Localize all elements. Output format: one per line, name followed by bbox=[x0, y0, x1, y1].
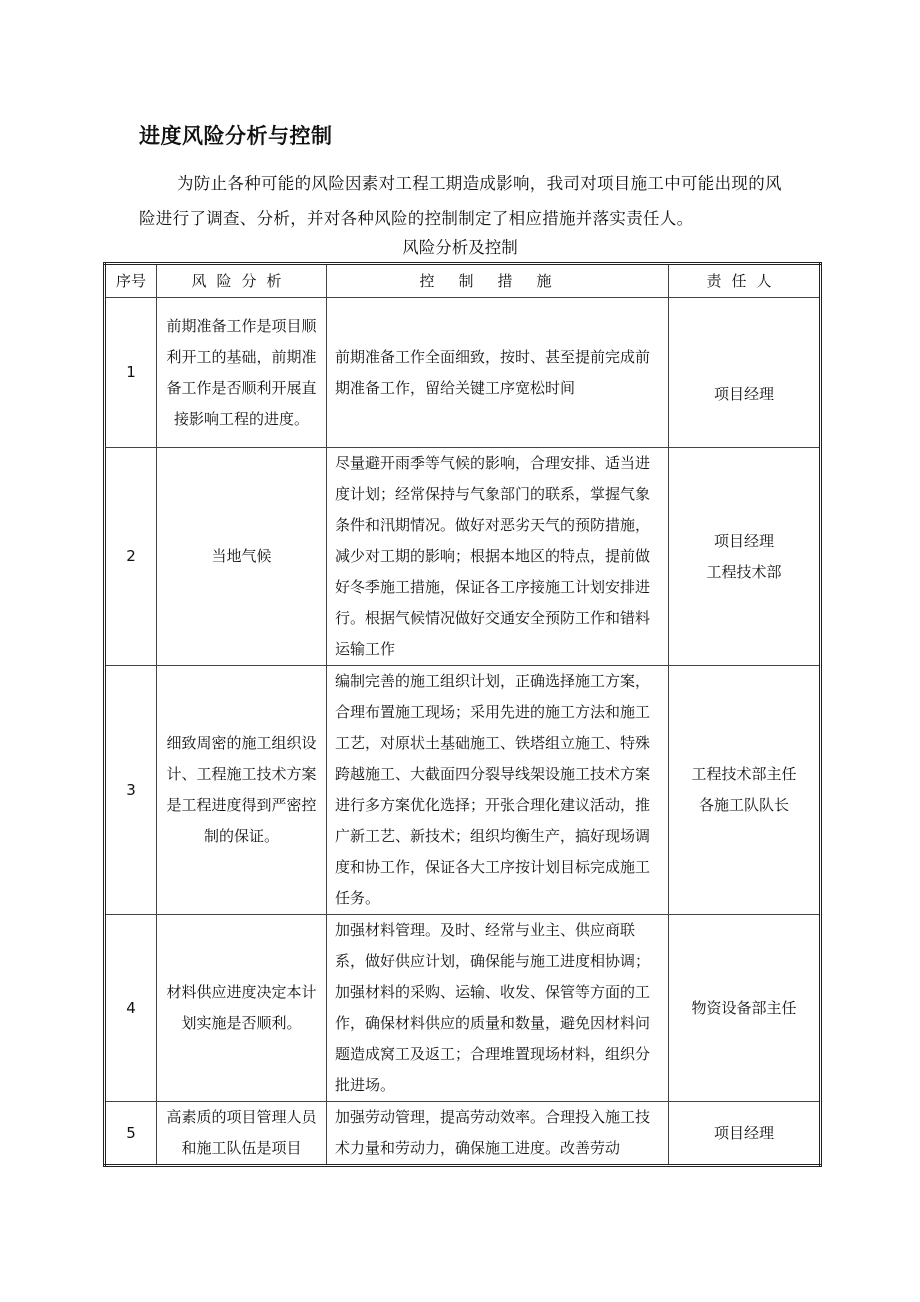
responsible-name: 项目经理 bbox=[713, 385, 774, 403]
table-row bbox=[105, 1102, 821, 1166]
table-caption: 风险分析及控制 bbox=[402, 238, 518, 257]
table-row bbox=[105, 666, 821, 915]
responsible-name: 工程技术部主任 bbox=[691, 765, 797, 783]
table-row bbox=[105, 298, 821, 448]
row-responsible bbox=[669, 448, 821, 666]
row-no: 5 bbox=[105, 1102, 157, 1166]
header-risk: 风险分析 bbox=[157, 264, 327, 298]
row-control: 编制完善的施工组织计划，正确选择施工方案，合理布置施工现场；采用先进的施工方法和施工工艺，对原状土基础施工、铁塔组立施工、特殊跨越施工、大截面四分裂导线架设施工技术方案进行多方案优化选择；开张合理化建议活动，推广新工艺、新技术；组织均衡生产，搞好现场调度和协工作，保证各大工序按计划目标完成施工任务。 bbox=[327, 666, 669, 915]
row-no: 1 bbox=[105, 298, 157, 448]
responsible-name: 项目经理 bbox=[713, 531, 774, 550]
responsible-name: 工程技术部 bbox=[706, 562, 782, 581]
row-responsible bbox=[669, 1102, 821, 1166]
intro-paragraph: 为防止各种可能的风险因素对工程工期造成影响，我司对项目施工中可能出现的风险进行了调查、分析，并对各种风险的控制制定了相应措施并落实责任人。 bbox=[139, 174, 782, 228]
row-control: 加强材料管理。及时、经常与业主、供应商联系，做好供应计划，确保能与施工进度相协调；加强材料的采购、运输、收发、保管等方面的工作，确保材料供应的质量和数量，避免因材料问题造成窝工及返工；合理堆置现场材料，组织分批进场。 bbox=[327, 915, 669, 1102]
row-responsible bbox=[669, 915, 821, 1102]
responsible-name: 各施工队队长 bbox=[698, 796, 789, 814]
row-risk: 高素质的项目管理人员和施工队伍是项目 bbox=[157, 1102, 327, 1166]
responsible-name: 项目经理 bbox=[713, 1123, 774, 1142]
row-responsible bbox=[669, 666, 821, 915]
header-responsible: 责任人 bbox=[669, 264, 821, 298]
row-no: 3 bbox=[105, 666, 157, 915]
row-risk: 当地气候 bbox=[157, 448, 327, 666]
row-responsible bbox=[669, 298, 821, 448]
table-row bbox=[105, 915, 821, 1102]
table-row bbox=[105, 448, 821, 666]
row-control: 加强劳动管理，提高劳动效率。合理投入施工技术力量和劳动力，确保施工进度。改善劳动 bbox=[327, 1102, 669, 1166]
table-header-row bbox=[105, 264, 821, 298]
row-no: 4 bbox=[105, 915, 157, 1102]
row-risk: 细致周密的施工组织设计、工程施工技术方案是工程进度得到严密控制的保证。 bbox=[157, 666, 327, 915]
row-risk: 前期准备工作是项目顺利开工的基础，前期准备工作是否顺利开展直接影响工程的进度。 bbox=[157, 298, 327, 448]
page-heading: 进度风险分析与控制 bbox=[139, 124, 333, 148]
responsible-name: 物资设备部主任 bbox=[691, 998, 797, 1017]
header-no: 序号 bbox=[105, 264, 157, 298]
row-no: 2 bbox=[105, 448, 157, 666]
row-control: 前期准备工作全面细致，按时、甚至提前完成前期准备工作，留给关键工序宽松时间 bbox=[327, 298, 669, 448]
header-control: 控制措施 bbox=[327, 264, 669, 298]
row-control: 尽量避开雨季等气候的影响，合理安排、适当进度计划；经常保持与气象部门的联系，掌握气象条件和汛期情况。做好对恶劣天气的预防措施，减少对工期的影响；根据本地区的特点，提前做好冬季施工措施，保证各工序接施工计划安排进行。根据气候情况做好交通安全预防工作和错料运输工作 bbox=[327, 448, 669, 666]
risk-table bbox=[103, 262, 822, 1167]
row-risk: 材料供应进度决定本计划实施是否顺利。 bbox=[157, 915, 327, 1102]
